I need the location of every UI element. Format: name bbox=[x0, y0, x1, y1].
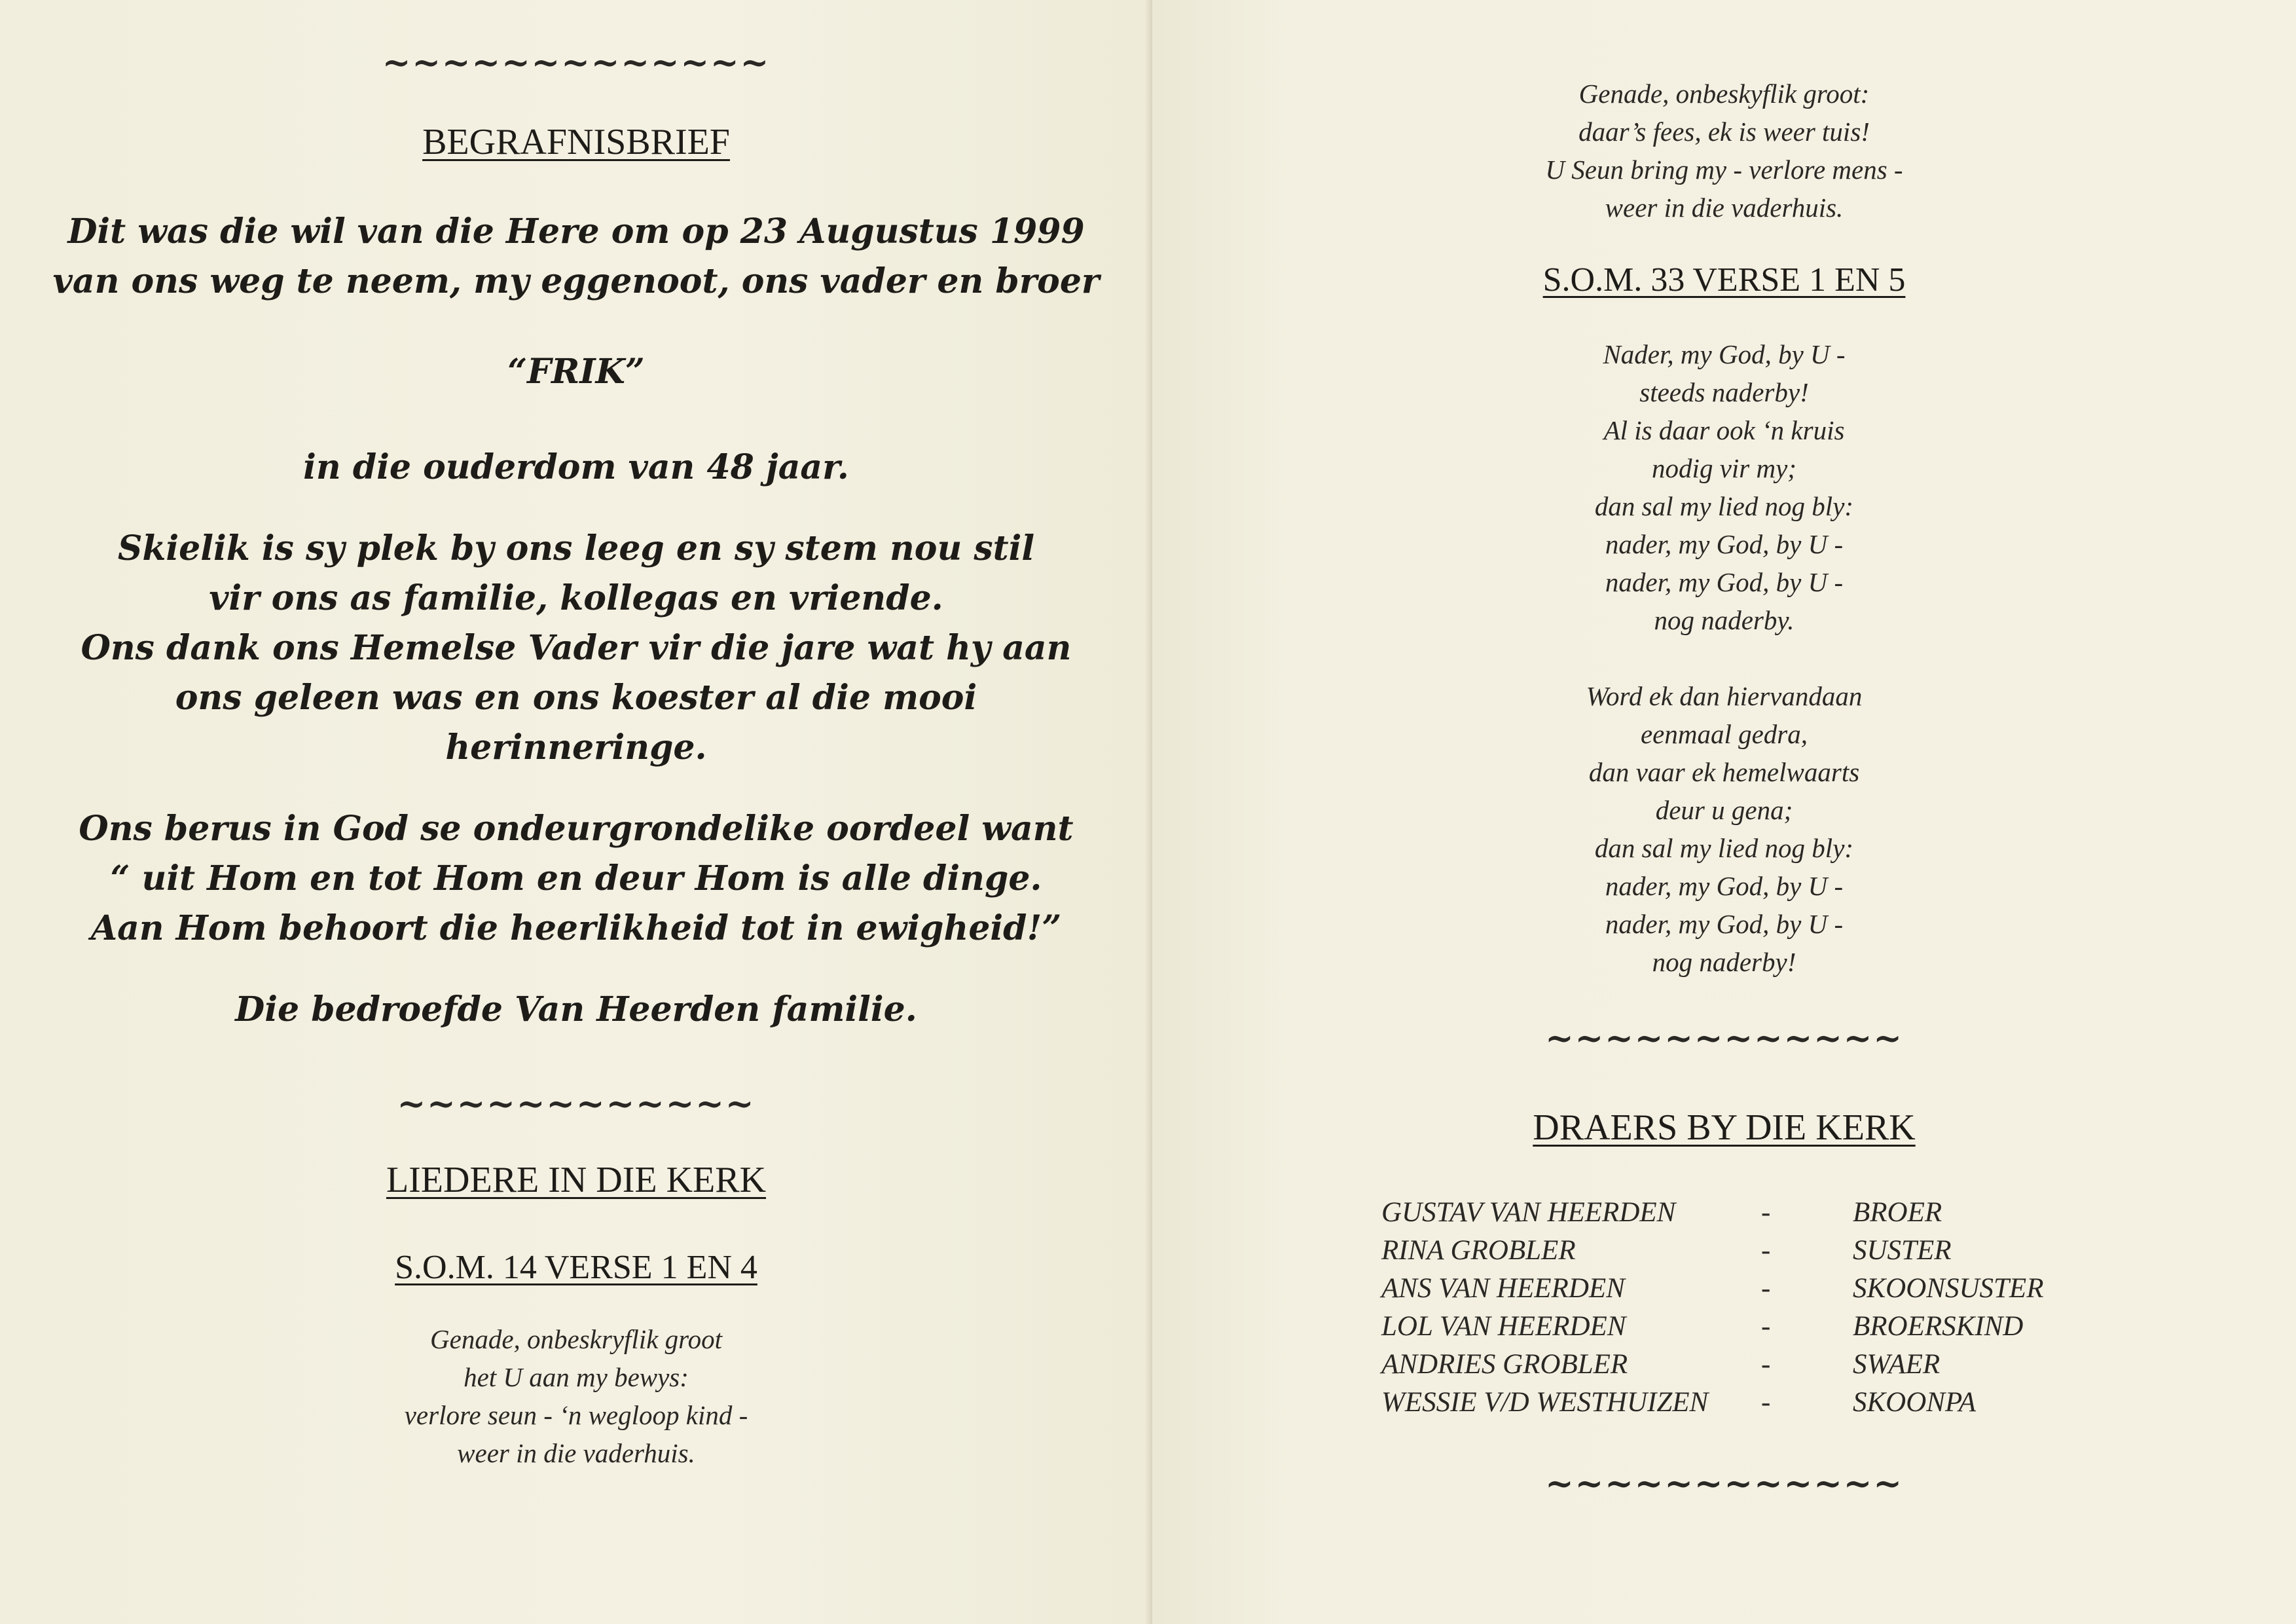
song-1-verse bbox=[0, 1320, 1152, 1472]
top-divider: ~~~~~~~~~~~~~ bbox=[382, 43, 771, 83]
verse-line: Word ek dan hiervandaan bbox=[1586, 681, 1863, 711]
verse-line: nader, my God, by U - bbox=[1605, 529, 1844, 559]
paragraph-line: ons geleen was en ons koester al die mooi bbox=[175, 678, 977, 718]
bearer-dash: - bbox=[1761, 1196, 1771, 1228]
announcement bbox=[0, 207, 1152, 306]
table-row bbox=[1381, 1307, 2167, 1345]
table-row bbox=[1381, 1383, 2167, 1421]
signoff: Die bedroefde Van Heerden familie. bbox=[235, 989, 917, 1029]
verse-line: weer in die vaderhuis. bbox=[1605, 193, 1844, 223]
verse-line: U Seun bring my - verlore mens - bbox=[1545, 155, 1903, 185]
verse-line: nader, my God, by U - bbox=[1605, 567, 1844, 597]
bearer-relation: SWAER bbox=[1853, 1348, 1941, 1380]
bearer-dash: - bbox=[1761, 1386, 1771, 1418]
bearer-relation: SKOONPA bbox=[1853, 1386, 1976, 1418]
announcement-line: Dit was die wil van die Here om op 23 Augustus 1999 bbox=[67, 212, 1085, 251]
announcement-line: van ons weg te neem, my eggenoot, ons vader en broer bbox=[52, 261, 1100, 301]
bearer-name: GUSTAV VAN HEERDEN bbox=[1381, 1196, 1676, 1228]
divider-1: ~~~~~~~~~~~~ bbox=[1545, 1018, 1903, 1058]
paragraph-line: “ uit Hom en tot Hom en deur Hom is alle dinge. bbox=[110, 858, 1042, 898]
bearer-name: ANS VAN HEERDEN bbox=[1381, 1272, 1625, 1304]
paragraph-line: Skielik is sy plek by ons leeg en sy stem nou stil bbox=[117, 528, 1035, 568]
verse-line: Genade, onbeskyflik groot: bbox=[1578, 79, 1870, 109]
song-1-continued bbox=[1152, 75, 2296, 227]
deceased-name: “FRIK” bbox=[507, 352, 645, 392]
verse-line: Genade, onbeskryflik groot bbox=[430, 1324, 722, 1354]
bearer-name: LOL VAN HEERDEN bbox=[1381, 1310, 1626, 1342]
bearers-table bbox=[1381, 1193, 2167, 1421]
table-row bbox=[1381, 1231, 2167, 1269]
age-line: in die ouderdom van 48 jaar. bbox=[303, 447, 849, 487]
table-row bbox=[1381, 1345, 2167, 1383]
bearer-name: WESSIE V/D WESTHUIZEN bbox=[1381, 1386, 1709, 1418]
verse-line: dan vaar ek hemelwaarts bbox=[1588, 757, 1860, 787]
verse-line: deur u gena; bbox=[1655, 795, 1793, 825]
verse-line: Nader, my God, by U - bbox=[1603, 339, 1846, 369]
verse-line: daar’s fees, ek is weer tuis! bbox=[1578, 117, 1870, 147]
song-2-heading: S.O.M. 33 VERSE 1 EN 5 bbox=[1542, 261, 1906, 299]
letter-title: BEGRAFNISBRIEF bbox=[422, 122, 730, 162]
bearer-dash: - bbox=[1761, 1310, 1771, 1342]
bearer-dash: - bbox=[1761, 1348, 1771, 1380]
verse-line: weer in die vaderhuis. bbox=[457, 1438, 695, 1468]
song-2-verse-1 bbox=[1152, 335, 2296, 639]
paragraph-line: Aan Hom behoort die heerlikheid tot in ewigheid!” bbox=[90, 908, 1062, 948]
verse-line: dan sal my lied nog bly: bbox=[1594, 491, 1854, 521]
verse-line: nader, my God, by U - bbox=[1605, 909, 1844, 939]
verse-line: nog naderby. bbox=[1654, 605, 1795, 635]
table-row bbox=[1381, 1193, 2167, 1231]
divider-2: ~~~~~~~~~~~~ bbox=[1545, 1464, 1903, 1504]
songs-heading: LIEDERE IN DIE KERK bbox=[386, 1160, 767, 1200]
verse-line: eenmaal gedra, bbox=[1640, 719, 1808, 749]
bearers-heading: DRAERS BY DIE KERK bbox=[1533, 1107, 1916, 1148]
verse-line: steeds naderby! bbox=[1639, 377, 1809, 407]
verse-line: het U aan my bewys: bbox=[464, 1362, 689, 1392]
bearer-relation: SUSTER bbox=[1853, 1234, 1952, 1266]
paragraph-line: vir ons as familie, kollegas en vriende. bbox=[209, 578, 943, 618]
bearer-name: ANDRIES GROBLER bbox=[1381, 1348, 1628, 1380]
faith-paragraph bbox=[0, 804, 1152, 953]
paragraph-line: Ons dank ons Hemelse Vader vir die jare wat hy aan bbox=[81, 628, 1072, 668]
table-row bbox=[1381, 1269, 2167, 1307]
remembrance-paragraph bbox=[0, 524, 1152, 773]
verse-line: nodig vir my; bbox=[1652, 453, 1796, 483]
bearer-dash: - bbox=[1761, 1272, 1771, 1304]
bearer-relation: BROERSKIND bbox=[1853, 1310, 2024, 1342]
song-1-heading: S.O.M. 14 VERSE 1 EN 4 bbox=[395, 1249, 757, 1286]
bearer-relation: BROER bbox=[1853, 1196, 1942, 1228]
middle-divider: ~~~~~~~~~~~~ bbox=[397, 1084, 756, 1124]
verse-line: verlore seun - ‘n wegloop kind - bbox=[404, 1400, 748, 1430]
song-2-verse-2 bbox=[1152, 677, 2296, 981]
verse-line: nog naderby! bbox=[1652, 947, 1796, 977]
paragraph-line: Ons berus in God se ondeurgrondelike oordeel want bbox=[79, 809, 1074, 849]
bearer-name: RINA GROBLER bbox=[1381, 1234, 1576, 1266]
verse-line: Al is daar ook ‘n kruis bbox=[1603, 415, 1845, 445]
bearer-dash: - bbox=[1761, 1234, 1771, 1266]
bearer-relation: SKOONSUSTER bbox=[1853, 1272, 2044, 1304]
verse-line: nader, my God, by U - bbox=[1605, 871, 1844, 901]
paragraph-line: herinneringe. bbox=[445, 728, 707, 767]
verse-line: dan sal my lied nog bly: bbox=[1594, 833, 1854, 863]
